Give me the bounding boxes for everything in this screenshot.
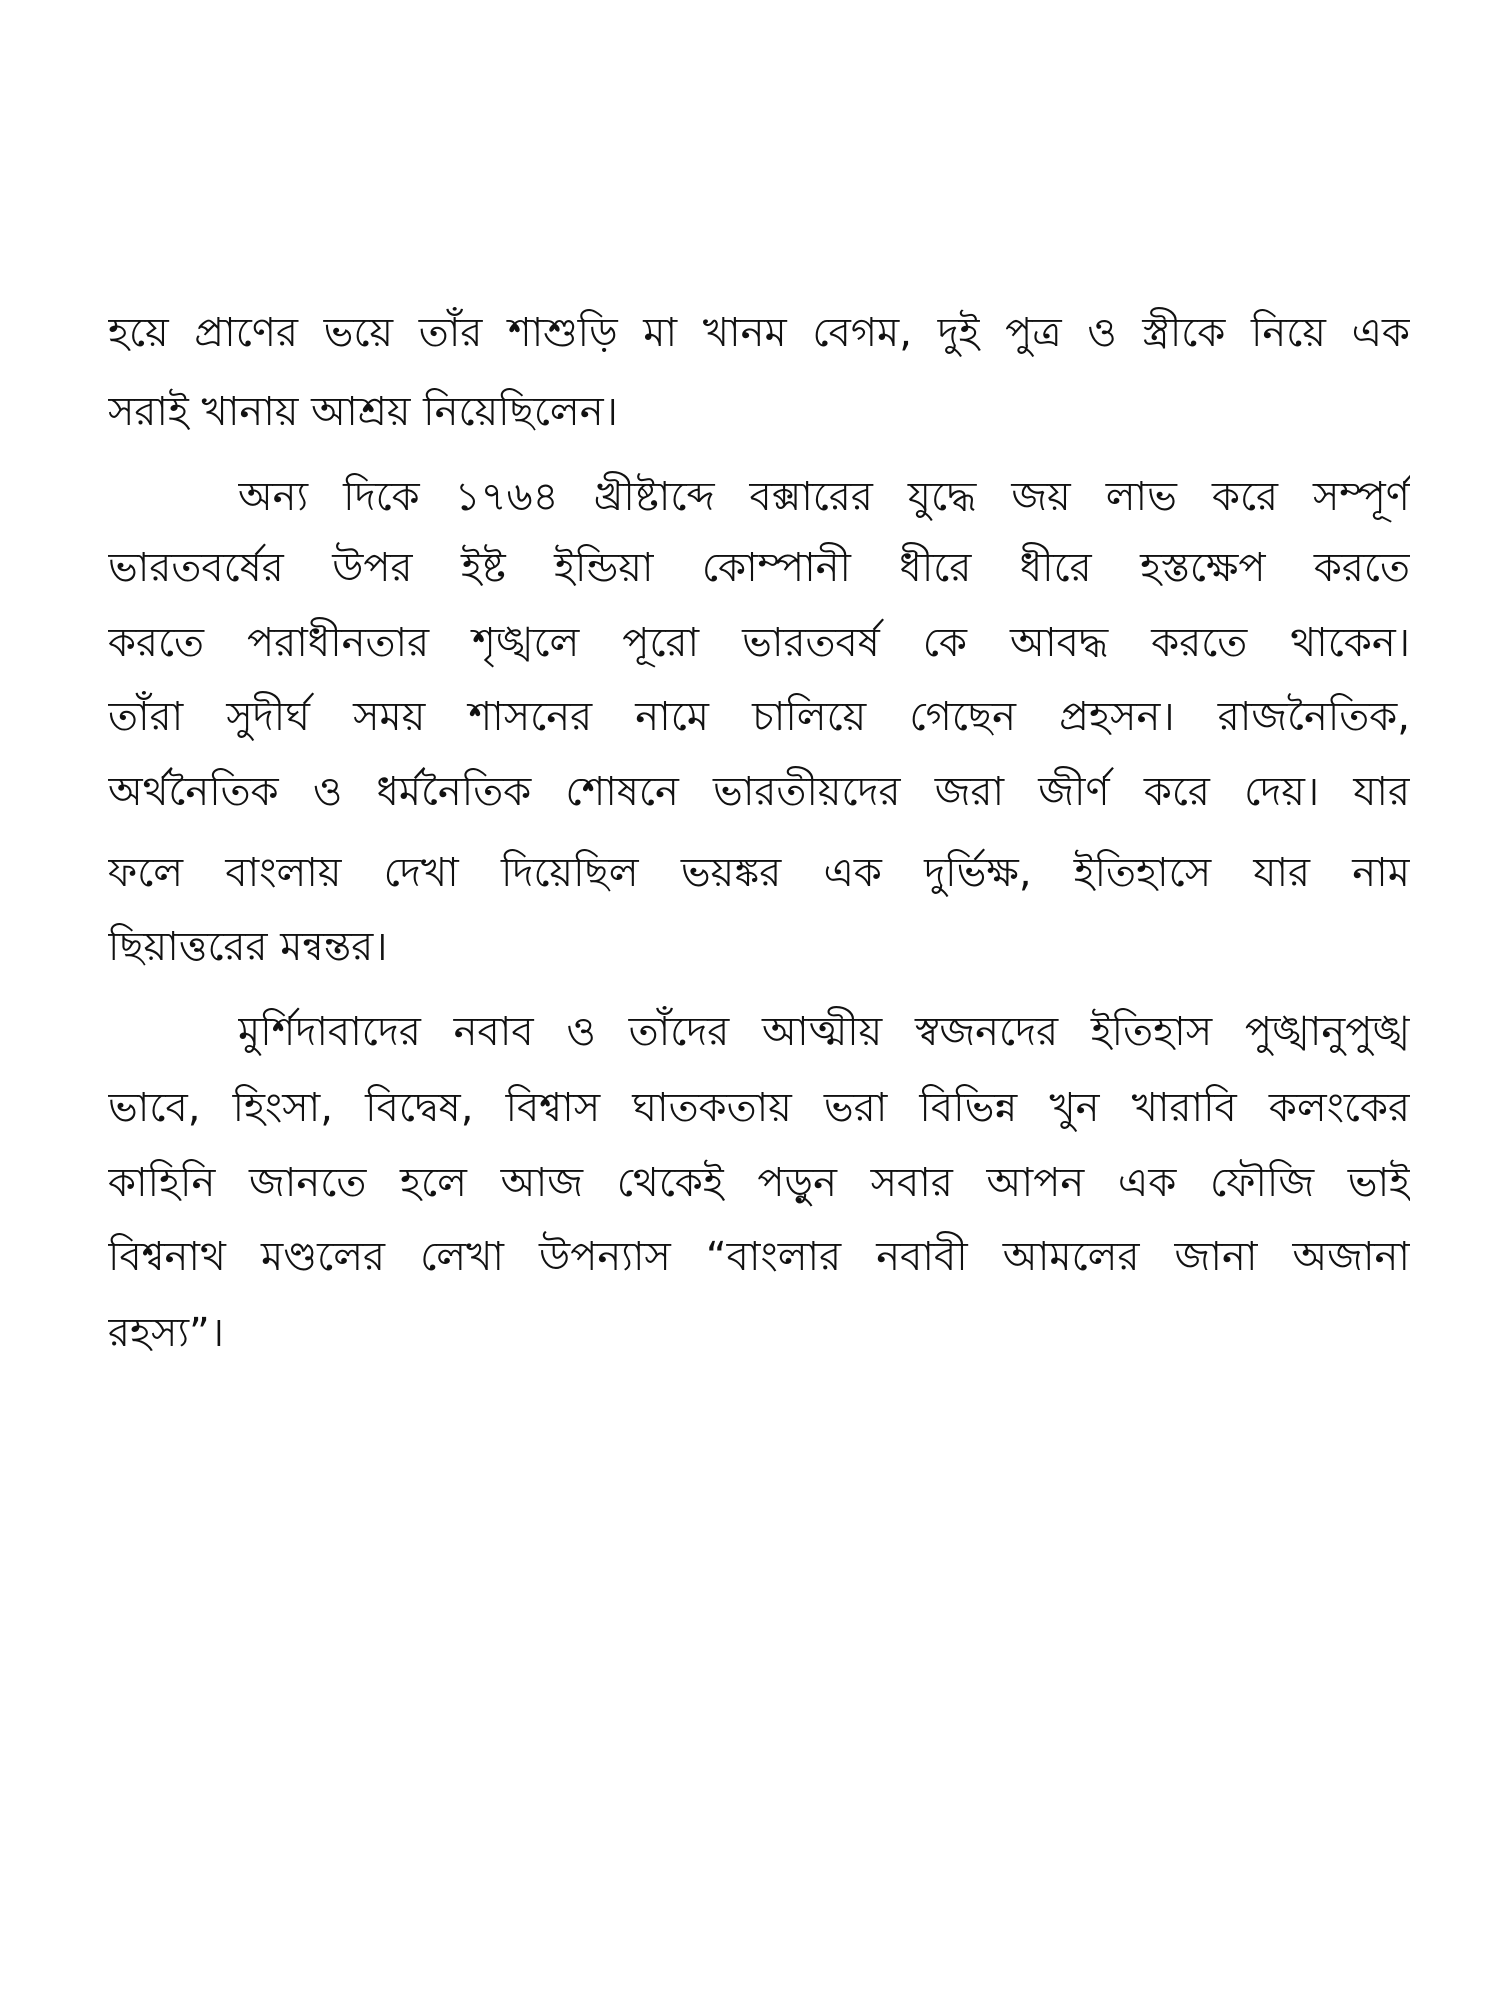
- text-line: ফলে বাংলায় দেখা দিয়েছিল ভয়ঙ্কর এক দুর্ভিক্ষ, ইতিহাসে যার নাম: [108, 850, 1410, 896]
- text-line: হয়ে প্রাণের ভয়ে তাঁর শাশুড়ি মা খানম বেগম, দুই পুত্র ও স্ত্রীকে নিয়ে এক: [108, 310, 1410, 356]
- text-line: ছিয়াত্তরের মন্বন্তর।: [108, 924, 388, 970]
- text-line: সরাই খানায় আশ্রয় নিয়েছিলেন।: [108, 389, 618, 435]
- text-line: অর্থনৈতিক ও ধর্মনৈতিক শোষনে ভারতীয়দের জরা জীর্ণ করে দেয়। যার: [108, 769, 1410, 815]
- text-line: অন্য দিকে ১৭৬৪ খ্রীষ্টাব্দে বক্সারের যুদ্ধে জয় লাভ করে সম্পূর্ণ: [238, 474, 1410, 520]
- text-line: বিশ্বনাথ মণ্ডলের লেখা উপন্যাস “বাংলার নবাবী আমলের জানা অজানা: [108, 1234, 1410, 1280]
- text-line: রহস্য”।: [108, 1310, 225, 1356]
- text-line: করতে পরাধীনতার শৃঙ্খলে পূরো ভারতবর্ষ কে আবদ্ধ করতে থাকেন।: [108, 620, 1410, 666]
- text-line: কাহিনি জানতে হলে আজ থেকেই পড়ুন সবার আপন এক ফৌজি ভাই: [108, 1160, 1410, 1206]
- text-line: মুর্শিদাবাদের নবাব ও তাঁদের আত্মীয় স্বজনদের ইতিহাস পুঙ্খানুপুঙ্খ: [238, 1009, 1410, 1055]
- text-line: তাঁরা সুদীর্ঘ সময় শাসনের নামে চালিয়ে গেছেন প্রহসন। রাজনৈতিক,: [108, 694, 1410, 740]
- text-line: ভারতবর্ষের উপর ইষ্ট ইন্ডিয়া কোম্পানী ধীরে ধীরে হস্তক্ষেপ করতে: [108, 545, 1410, 591]
- text-line: ভাবে, হিংসা, বিদ্বেষ, বিশ্বাস ঘাতকতায় ভরা বিভিন্ন খুন খারাবি কলংকের: [108, 1085, 1410, 1131]
